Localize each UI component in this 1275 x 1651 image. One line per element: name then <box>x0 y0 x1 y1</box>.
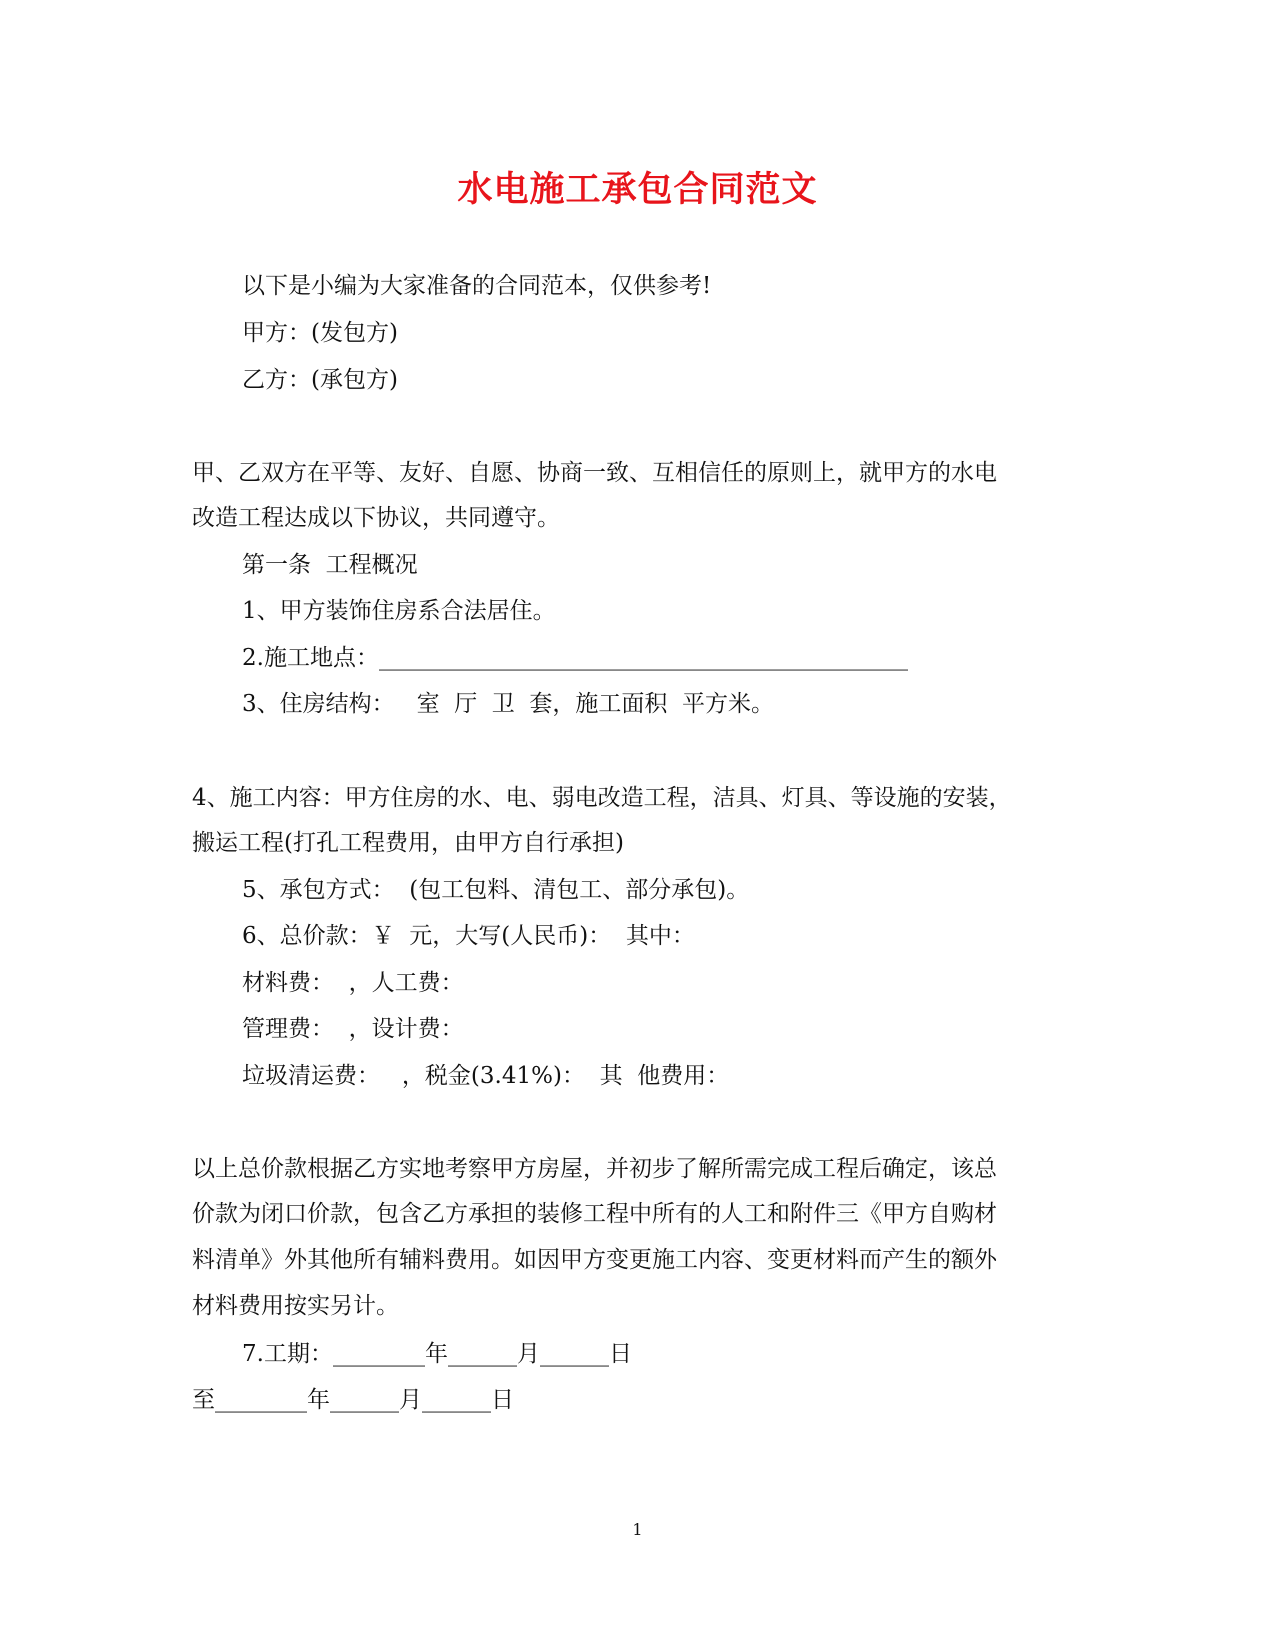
agreement-line-1: 甲、乙双方在平等、友好、自愿、协商一致、互相信任的原则上，就甲方的水电 <box>192 460 997 486</box>
intro-line: 以下是小编为大家准备的合同范本，仅供参考! <box>242 273 712 299</box>
party-a-line: 甲方：(发包方) <box>242 320 398 346</box>
fee-line-3: 垃圾清运费： ，税金(3.41%)： 其 他费用： <box>242 1063 730 1089</box>
party-b-line: 乙方：(承包方) <box>242 367 398 393</box>
price-line-2: 价款为闭口价款，包含乙方承担的装修工程中所有的人工和附件三《甲方自购材 <box>192 1201 997 1227</box>
fee-line-1: 材料费： ，人工费： <box>242 970 464 996</box>
fee-line-2: 管理费： ，设计费： <box>242 1016 464 1042</box>
document-title: 水电施工承包合同范文 <box>457 169 818 210</box>
price-line-1: 以上总价款根据乙方实地考察甲方房屋，并初步了解所需完成工程后确定，该总 <box>192 1156 997 1182</box>
agreement-line-2: 改造工程达成以下协议，共同遵守。 <box>192 505 560 531</box>
price-line-4: 材料费用按实另计。 <box>192 1293 399 1319</box>
page-number: 1 <box>632 1520 643 1539</box>
price-line-3: 料清单》外其他所有辅料费用。如因甲方变更施工内容、变更材料而产生的额外 <box>192 1247 997 1273</box>
item-4-line-2: 搬运工程(打孔工程费用，由甲方自行承担) <box>192 830 624 856</box>
item-5-line: 5、承包方式： (包工包料、清包工、部分承包)。 <box>242 877 750 903</box>
item-4-line-1: 4、施工内容：甲方住房的水、电、弱电改造工程，洁具、灯具、等设施的安装， <box>192 785 1012 811</box>
item-7-to-line: 至________年______月______日 <box>192 1387 514 1413</box>
item-7-line: 7.工期：________年______月______日 <box>242 1341 632 1367</box>
item-3-line: 3、住房结构： 室 厅 卫 套，施工面积 平方米。 <box>242 691 775 717</box>
item-1-line: 1、甲方装饰住房系合法居住。 <box>242 598 556 624</box>
item-2-line: 2.施工地点：______________________________________________ <box>242 645 908 671</box>
item-6-line: 6、总价款：￥ 元，大写(人民币)： 其中： <box>242 923 695 949</box>
article-1-heading: 第一条 工程概况 <box>242 552 418 578</box>
